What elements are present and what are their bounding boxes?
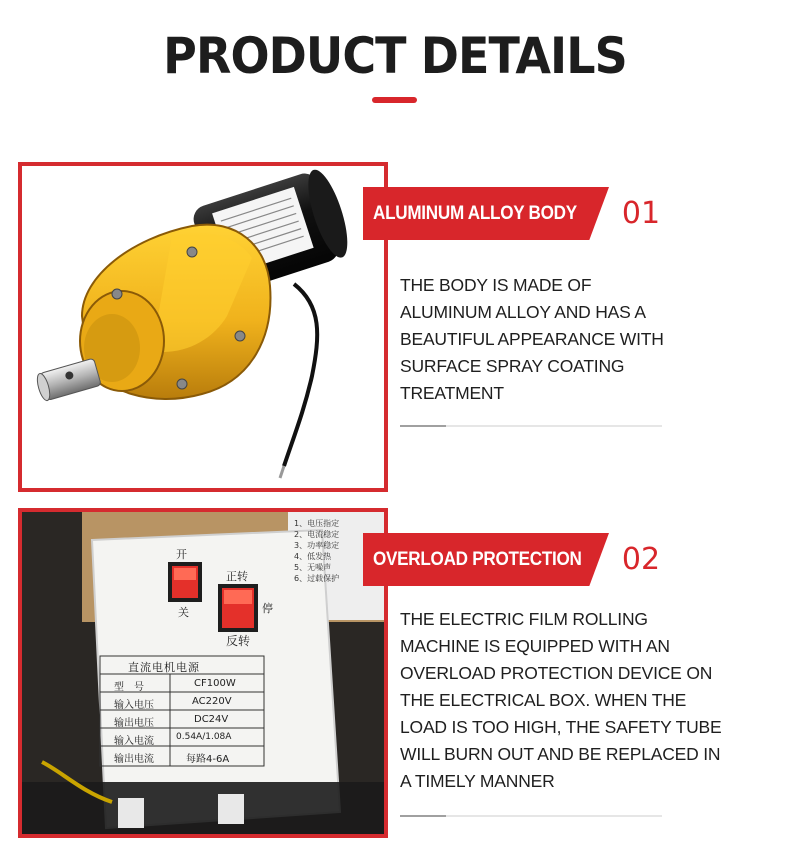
motor-illustration [22, 166, 384, 488]
spec-row-value: 每路4-6A [186, 754, 230, 765]
page-title: PRODUCT DETAILS [163, 27, 627, 85]
spec-note: 2、电流稳定 [294, 530, 340, 539]
switch1-top-label: 开 [176, 548, 187, 561]
feature-number: 01 [621, 196, 661, 231]
spec-note: 1、电压指定 [294, 519, 340, 528]
spec-note: 4、低发热 [294, 552, 332, 561]
control-box-photo [18, 508, 388, 838]
feature-description: THE ELECTRIC FILM ROLLING MACHINE IS EQUIPPED WITH AN OVERLOAD PROTECTION DEVICE ON THE ELECTRICAL BOX. WHEN THE LOAD IS TOO HIGH, THE SAFETY TUBE WILL BURN OUT AND BE REPLACED IN A TIMELY MANNER [400, 609, 722, 791]
feature-number: 02 [621, 542, 661, 577]
switch2-top-label: 正转 [226, 570, 248, 583]
spec-note: 6、过载保护 [294, 574, 340, 583]
spec-table-title: 直流电机电源 [128, 661, 200, 674]
spec-row-value: AC220V [192, 696, 232, 707]
feature-banner-aluminum [363, 187, 671, 240]
spec-row-value: 0.54A/1.08A [176, 732, 232, 742]
feature-label: ALUMINUM ALLOY BODY [373, 203, 577, 224]
control-box-labels [22, 512, 384, 834]
spec-row-key: 型 号 [114, 682, 144, 693]
spec-row-value: DC24V [194, 714, 229, 725]
motor-photo [18, 162, 388, 492]
feature-label: OVERLOAD PROTECTION [373, 549, 582, 570]
title-underline [372, 97, 417, 103]
spec-row-key: 输入电流 [114, 736, 154, 747]
switch1-bottom-label: 关 [178, 606, 189, 619]
switch2-side-label: 停 [262, 602, 273, 615]
spec-row-key: 输出电流 [114, 754, 154, 765]
section-divider [400, 815, 662, 817]
feature-description: THE BODY IS MADE OF ALUMINUM ALLOY AND HAS A BEAUTIFUL APPEARANCE WITH SURFACE SPRAY COATING TREATMENT [400, 275, 664, 403]
switch2-bottom-label: 反转 [226, 634, 251, 648]
spec-row-key: 输入电压 [114, 700, 154, 711]
section-divider [400, 425, 662, 427]
spec-note: 5、无噪声 [294, 563, 332, 572]
spec-row-key: 输出电压 [114, 718, 154, 729]
feature-banner-overload [363, 533, 671, 586]
spec-notes [294, 518, 339, 584]
spec-row-value: CF100W [194, 678, 236, 689]
spec-note: 3、功率稳定 [294, 541, 340, 550]
